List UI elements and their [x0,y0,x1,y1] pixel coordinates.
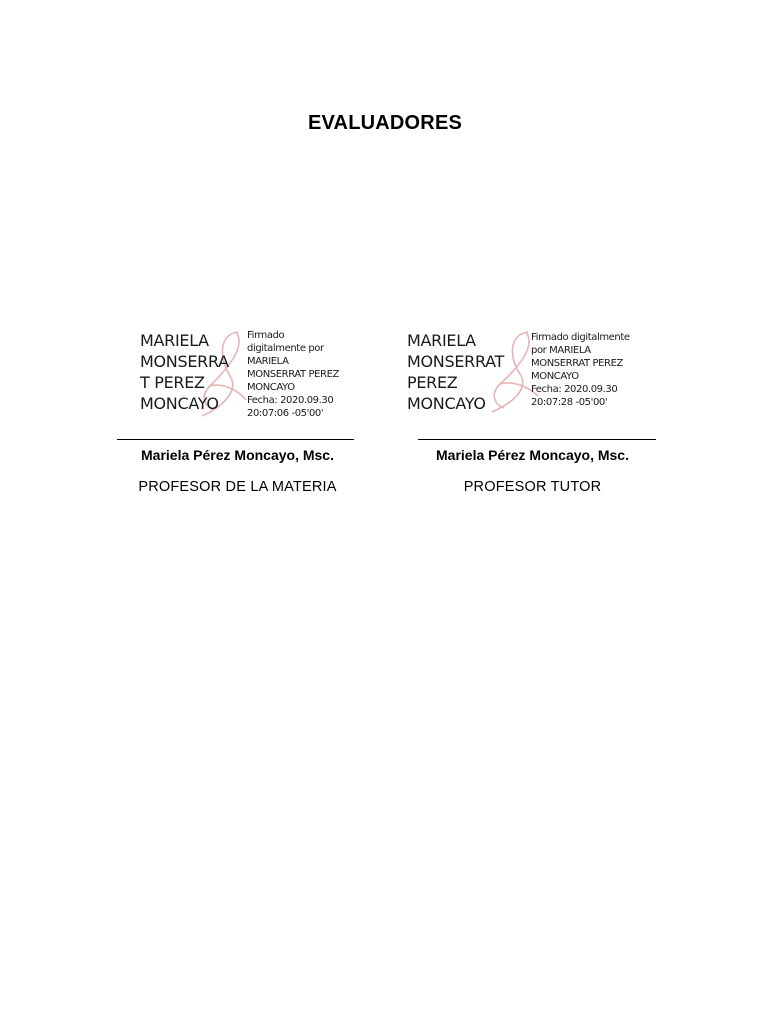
stamp-signature-info [531,331,630,409]
signer-role: PROFESOR TUTOR [463,479,602,495]
stamp-signer-name [407,330,504,414]
stamp-info-line: 20:07:06 -05'00' [247,408,324,419]
stamp-info-line: MARIELA [247,356,289,367]
stamp-info-line: MONSERRAT PEREZ [247,369,339,380]
signer-role: PROFESOR DE LA MATERIA [138,479,337,495]
stamp-name-line: MONSERRA [140,352,229,371]
stamp-info-line: Fecha: 2020.09.30 [531,384,618,395]
page-title: EVALUADORES [307,112,463,134]
stamp-signature-info [247,329,339,420]
stamp-name-line: T PEREZ [140,373,205,392]
stamp-info-line: por MARIELA [531,345,591,356]
stamp-name-line: MONCAYO [140,394,219,413]
stamp-info-line: Firmado [247,330,285,341]
stamp-info-line: 20:07:28 -05'00' [531,397,608,408]
stamp-info-line: MONCAYO [531,371,579,382]
signer-name: Mariela Pérez Moncayo, Msc. [436,447,629,463]
signature-line [117,439,354,440]
stamp-name-line: PEREZ [407,373,458,392]
stamp-info-line: MONSERRAT PEREZ [531,358,623,369]
stamp-name-line: MONCAYO [407,394,486,413]
stamp-name-line: MARIELA [407,331,476,350]
stamp-name-line: MARIELA [140,331,209,350]
signer-name: Mariela Pérez Moncayo, Msc. [141,447,334,463]
stamp-info-line: digitalmente por [247,343,324,354]
stamp-info-line: Fecha: 2020.09.30 [247,395,334,406]
signature-line [418,439,656,440]
stamp-name-line: MONSERRAT [407,352,504,371]
stamp-info-line: Firmado digitalmente [531,332,630,343]
stamp-signer-name [140,330,229,414]
stamp-info-line: MONCAYO [247,382,295,393]
